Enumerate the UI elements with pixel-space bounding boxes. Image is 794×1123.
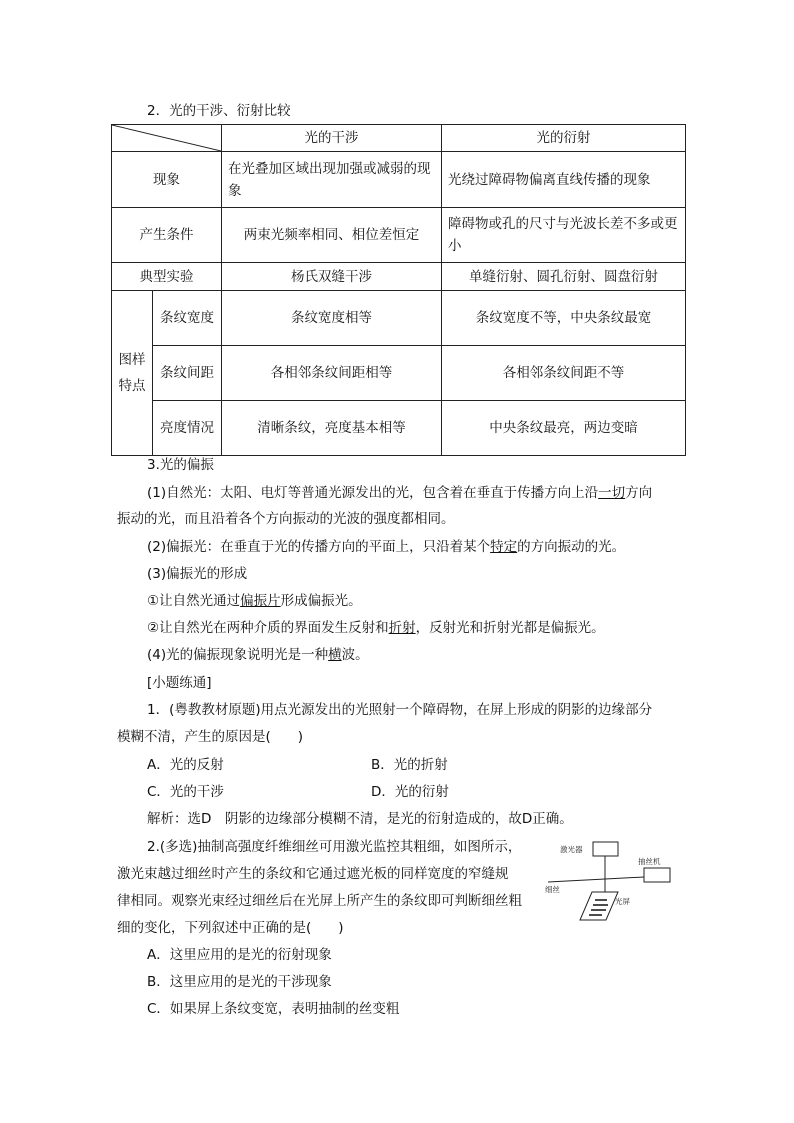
- cell-diffraction: 光绕过障碍物偏离直线传播的现象: [442, 152, 686, 208]
- question-1-text-cont: 模糊不清，产生的原因是( ): [117, 729, 304, 745]
- paragraph-formation-2: ②让自然光在两种介质的界面发生反射和折射，反射光和折射光都是偏振光。: [147, 620, 605, 636]
- table-row: [112, 401, 686, 456]
- row-label: 条纹间距: [153, 346, 222, 401]
- question-2-text: 2.(多选)抽制高强度纤维细丝可用激光监控其粗细，如图所示，: [147, 839, 522, 855]
- q1-option-b: B．光的折射: [371, 757, 448, 773]
- q1-option-d: D．光的衍射: [371, 784, 449, 800]
- laser-wire-diagram: [545, 840, 675, 925]
- q1-option-a: A．光的反射: [147, 757, 224, 773]
- q2-option-a: A．这里应用的是光的衍射现象: [147, 947, 332, 963]
- table-row: [112, 152, 686, 208]
- question-2-text-cont: 律相同。观察光束经过细丝后在光屏上所产生的条纹即可判断细丝粗: [117, 893, 522, 909]
- q2-option-c: C．如果屏上条纹变宽，表明抽制的丝变粗: [147, 1001, 400, 1017]
- question-2-text-cont: 激光束越过细丝时产生的条纹和它通过遮光板的同样宽度的窄缝规: [117, 866, 509, 882]
- paragraph-transverse-wave: (4)光的偏振现象说明光是一种横波。: [147, 647, 369, 663]
- label-wire: 细丝: [545, 885, 560, 894]
- table-row: [112, 346, 686, 401]
- cell-interference: 清晰条纹，亮度基本相等: [222, 401, 442, 456]
- paragraph-formation: (3)偏振光的形成: [147, 566, 248, 582]
- cell-diffraction: 中央条纹最亮，两边变暗: [442, 401, 686, 456]
- row-label: 产生条件: [112, 208, 222, 263]
- row-label: 亮度情况: [153, 401, 222, 456]
- table-header-row: [112, 125, 686, 152]
- q2-option-b: B．这里应用的是光的干涉现象: [147, 974, 332, 990]
- question-1-text: 1．(粤教教材原题)用点光源发出的光照射一个障碍物，在屏上形成的阴影的边缘部分: [147, 702, 653, 718]
- group-label-pattern: 图样特点: [112, 291, 153, 456]
- paragraph-natural-light: (1)自然光：太阳、电灯等普通光源发出的光，包含着在垂直于传播方向上沿一切方向: [147, 485, 653, 501]
- cell-diffraction: 各相邻条纹间距不等: [442, 346, 686, 401]
- q1-analysis: 解析：选D 阴影的边缘部分模糊不清，是光的衍射造成的，故D正确。: [147, 811, 573, 827]
- cell-diffraction: 条纹宽度不等，中央条纹最宽: [442, 291, 686, 346]
- cell-diffraction: 单缝衍射、圆孔衍射、圆盘衍射: [442, 263, 686, 291]
- section3-heading: 3.光的偏振: [147, 457, 214, 473]
- drawer-box: [644, 868, 670, 882]
- question-2-text-cont: 细的变化，下列叙述中正确的是( ): [117, 920, 344, 936]
- cell-interference: 各相邻条纹间距相等: [222, 346, 442, 401]
- label-screen: 光屏: [615, 897, 630, 906]
- paragraph-formation-1: ①让自然光通过偏振片形成偏振光。: [147, 593, 362, 609]
- practice-heading: [小题练通]: [147, 675, 212, 691]
- cell-interference: 条纹宽度相等: [222, 291, 442, 346]
- header-interference: 光的干涉: [222, 125, 442, 152]
- diagonal-header-cell: [112, 125, 222, 152]
- cell-diffraction: 障碍物或孔的尺寸与光波长差不多或更小: [442, 208, 686, 263]
- laser-box: [593, 842, 618, 856]
- label-drawer: 抽丝机: [638, 857, 661, 866]
- table-row: [112, 263, 686, 291]
- paragraph-polarized-light: (2)偏振光：在垂直于光的传播方向的平面上，只沿着某个特定的方向振动的光。: [147, 539, 626, 555]
- fiber-wire: [548, 877, 644, 882]
- comparison-table: [111, 124, 686, 456]
- header-diffraction: 光的衍射: [442, 125, 686, 152]
- row-label: 现象: [112, 152, 222, 208]
- q1-option-c: C．光的干涉: [147, 784, 224, 800]
- light-screen: [580, 892, 618, 920]
- table-row: [112, 208, 686, 263]
- row-label: 典型实验: [112, 263, 222, 291]
- label-laser: 激光器: [560, 845, 583, 854]
- cell-interference: 杨氏双缝干涉: [222, 263, 442, 291]
- row-label: 条纹宽度: [153, 291, 222, 346]
- cell-interference: 在光叠加区域出现加强或减弱的现象: [222, 152, 442, 208]
- table-row: [112, 291, 686, 346]
- section2-heading: 2．光的干涉、衍射比较: [147, 103, 291, 119]
- cell-interference: 两束光频率相同、相位差恒定: [222, 208, 442, 263]
- paragraph-natural-light-cont: 振动的光，而且沿着各个方向振动的光波的强度都相同。: [117, 511, 455, 527]
